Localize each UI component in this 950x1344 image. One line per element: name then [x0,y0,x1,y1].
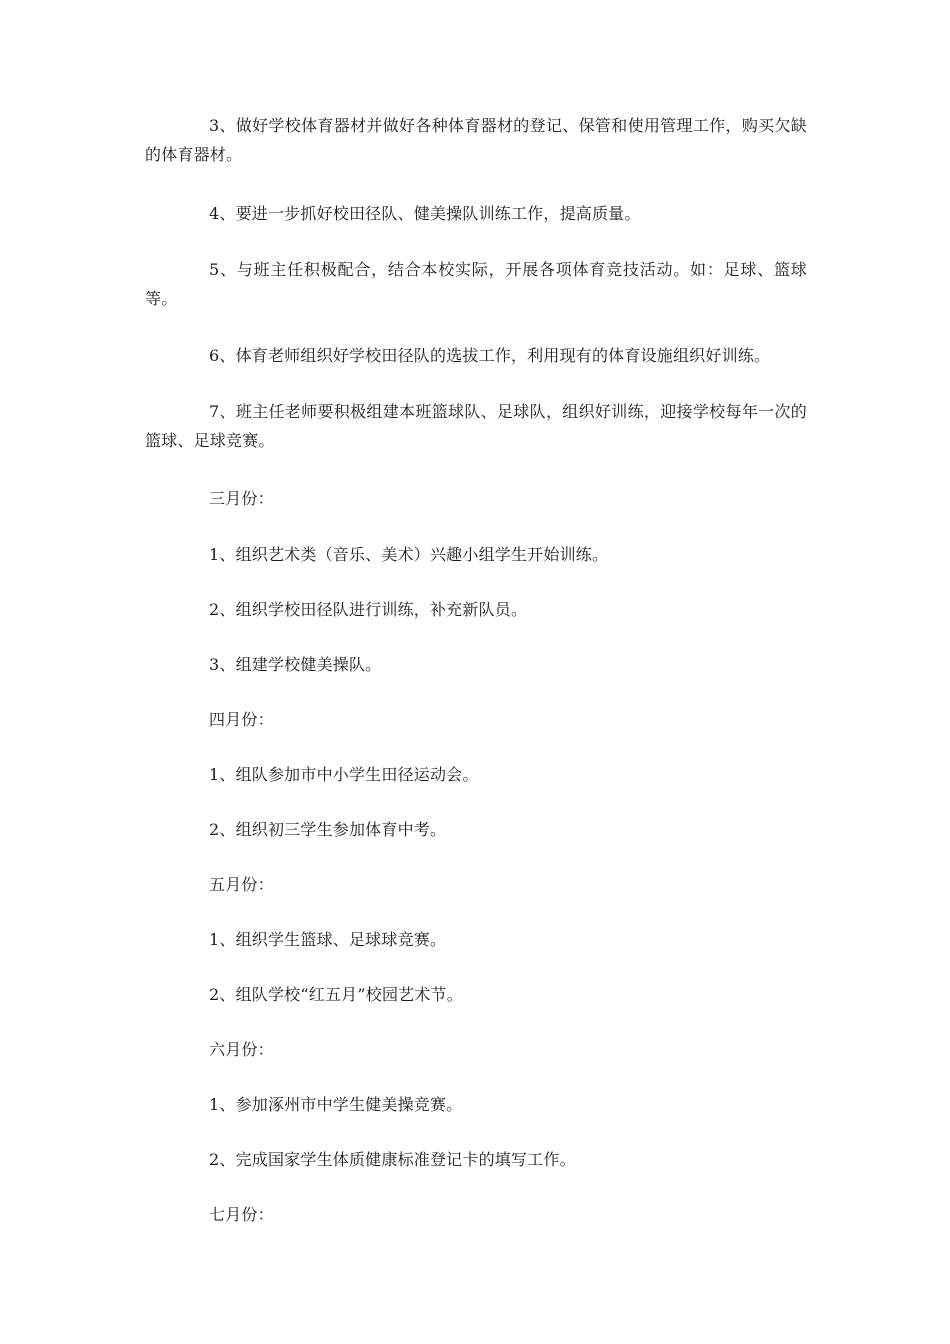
march-item-3: 3、组建学校健美操队。 [209,655,382,674]
may-item-2: 2、组队学校“红五月”校园艺术节。 [209,985,463,1004]
heading-july: 七月份： [209,1205,274,1224]
paragraph-item-3-equipment: 3、做好学校体育器材并做好各种体育器材的登记、保管和使用管理工作，购买欠缺的体育器材。 [145,116,807,164]
march-item-1: 1、组织艺术类（音乐、美术）兴趣小组学生开始训练。 [209,545,609,564]
june-item-2: 2、完成国家学生体质健康标准登记卡的填写工作。 [209,1150,576,1169]
paragraph-item-7-class-teams: 7、班主任老师要积极组建本班篮球队、足球队，组织好训练，迎接学校每年一次的篮球、足球竞赛。 [145,402,807,450]
paragraph-item-4-teams: 4、要进一步抓好校田径队、健美操队训练工作，提高质量。 [209,204,641,223]
paragraph-item-6-selection: 6、体育老师组织好学校田径队的选拔工作，利用现有的体育设施组织好训练。 [209,346,771,365]
may-item-1: 1、组织学生篮球、足球球竞赛。 [209,930,447,949]
june-item-1: 1、参加涿州市中学生健美操竞赛。 [209,1095,463,1114]
march-item-2: 2、组织学校田径队进行训练，补充新队员。 [209,600,528,619]
heading-june: 六月份： [209,1040,274,1059]
april-item-1: 1、组队参加市中小学生田径运动会。 [209,765,479,784]
heading-march: 三月份： [209,489,274,508]
april-item-2: 2、组织初三学生参加体育中考。 [209,820,447,839]
heading-april: 四月份： [209,710,274,729]
heading-may: 五月份： [209,875,274,894]
paragraph-item-5-competitions: 5、与班主任积极配合，结合本校实际，开展各项体育竞技活动。如：足球、篮球等。 [145,260,807,308]
